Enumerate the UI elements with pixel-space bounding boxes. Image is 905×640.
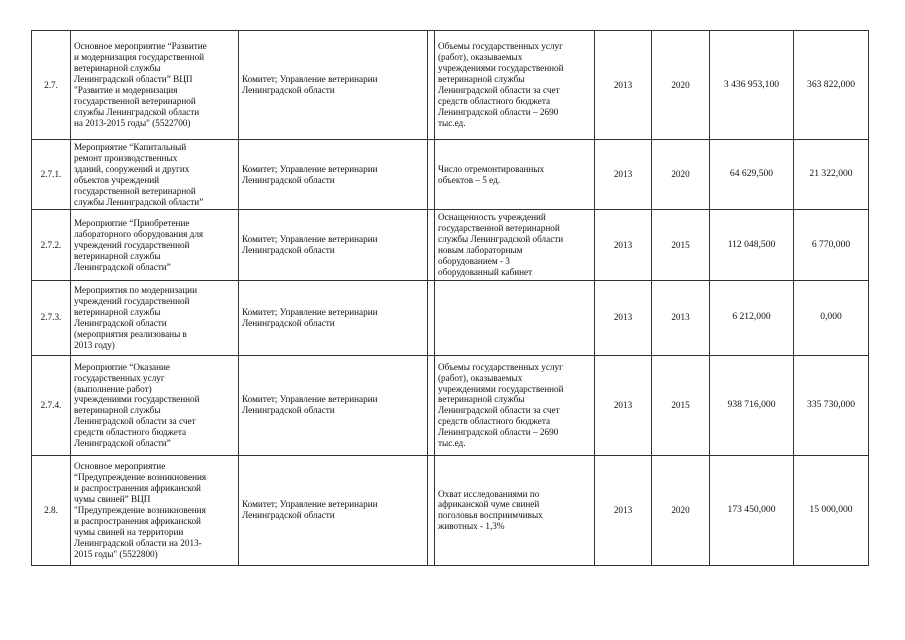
- activity-name: Мероприятие “Приобретение лабораторного оборудования для учреждений государственной ветеринарной службы Ленинградской области”: [71, 210, 239, 280]
- executor: Комитет; Управление ветеринарии Ленинградской области: [239, 210, 428, 280]
- executor: Комитет; Управление ветеринарии Ленинградской области: [239, 31, 428, 140]
- activity-name: Мероприятия по модернизации учреждений государственной ветеринарной службы Ленинградской области (мероприятия реализованы в 2013 году): [71, 280, 239, 355]
- row-number: 2.7.2.: [32, 210, 71, 280]
- empty-cell: [428, 455, 435, 565]
- total-funding: 6 212,000: [710, 280, 794, 355]
- total-funding: 938 716,000: [710, 355, 794, 455]
- total-funding: 112 048,500: [710, 210, 794, 280]
- indicator: Охват исследованиями по африканской чуме свиней поголовья восприимчивых животных - 1,3%: [435, 455, 595, 565]
- program-activities-table: [31, 30, 869, 566]
- indicator: [435, 280, 595, 355]
- funding-amount: 21 322,000: [794, 140, 869, 210]
- table-row: [32, 210, 869, 280]
- activity-name: Основное мероприятие “Предупреждение возникновения и распространения африканской чумы свиней” ВЦП "Предупреждение возникновения и распространения африканской чумы свиней на территории Ленинградской области на 2013- 2015 годы" (5522800): [71, 455, 239, 565]
- activity-name: Основное мероприятие “Развитие и модернизация государственной ветеринарной службы Ленинградской области” ВЦП "Развитие и модернизация государственной ветеринарной службы Ленинградской области на 2013-2015 годы" (5522700): [71, 31, 239, 140]
- executor: Комитет; Управление ветеринарии Ленинградской области: [239, 455, 428, 565]
- empty-cell: [428, 31, 435, 140]
- executor: Комитет; Управление ветеринарии Ленинградской области: [239, 355, 428, 455]
- table-row: [32, 355, 869, 455]
- year-end: 2020: [652, 140, 710, 210]
- activity-name: Мероприятие “Оказание государственных услуг (выполнение работ) учреждениями государственной ветеринарной службы Ленинградской области за счет средств областного бюджета Ленинградской области”: [71, 355, 239, 455]
- executor: Комитет; Управление ветеринарии Ленинградской области: [239, 140, 428, 210]
- year-start: 2013: [595, 280, 652, 355]
- funding-amount: 363 822,000: [794, 31, 869, 140]
- year-end: 2015: [652, 355, 710, 455]
- total-funding: 3 436 953,100: [710, 31, 794, 140]
- row-number: 2.8.: [32, 455, 71, 565]
- funding-amount: 335 730,000: [794, 355, 869, 455]
- funding-amount: 0,000: [794, 280, 869, 355]
- row-number: 2.7.3.: [32, 280, 71, 355]
- total-funding: 64 629,500: [710, 140, 794, 210]
- year-start: 2013: [595, 355, 652, 455]
- year-end: 2020: [652, 31, 710, 140]
- indicator: Объемы государственных услуг (работ), оказываемых учреждениями государственной ветеринарной службы Ленинградской области за счет средств областного бюджета Ленинградской области – 2690 тыс.ед.: [435, 355, 595, 455]
- funding-amount: 6 770,000: [794, 210, 869, 280]
- empty-cell: [428, 280, 435, 355]
- year-start: 2013: [595, 210, 652, 280]
- year-start: 2013: [595, 31, 652, 140]
- empty-cell: [428, 355, 435, 455]
- empty-cell: [428, 210, 435, 280]
- executor: Комитет; Управление ветеринарии Ленинградской области: [239, 280, 428, 355]
- table-row: [32, 280, 869, 355]
- table-row: [32, 31, 869, 140]
- funding-amount: 15 000,000: [794, 455, 869, 565]
- year-start: 2013: [595, 140, 652, 210]
- empty-cell: [428, 140, 435, 210]
- indicator: Оснащенность учреждений государственной ветеринарной службы Ленинградской области новым лабораторным оборудованием - 3 оборудованный кабинет: [435, 210, 595, 280]
- year-end: 2015: [652, 210, 710, 280]
- year-start: 2013: [595, 455, 652, 565]
- total-funding: 173 450,000: [710, 455, 794, 565]
- year-end: 2013: [652, 280, 710, 355]
- activity-name: Мероприятие “Капитальный ремонт производственных зданий, сооружений и других объектов учреждений государственной ветеринарной службы Ленинградской области”: [71, 140, 239, 210]
- indicator: Объемы государственных услуг (работ), оказываемых учреждениями государственной ветеринарной службы Ленинградской области за счет средств областного бюджета Ленинградской области – 2690 тыс.ед.: [435, 31, 595, 140]
- year-end: 2020: [652, 455, 710, 565]
- row-number: 2.7.: [32, 31, 71, 140]
- row-number: 2.7.1.: [32, 140, 71, 210]
- row-number: 2.7.4.: [32, 355, 71, 455]
- table-row: [32, 455, 869, 565]
- table-row: [32, 140, 869, 210]
- table-body: [32, 31, 869, 566]
- indicator: Число отремонтированных объектов – 5 ед.: [435, 140, 595, 210]
